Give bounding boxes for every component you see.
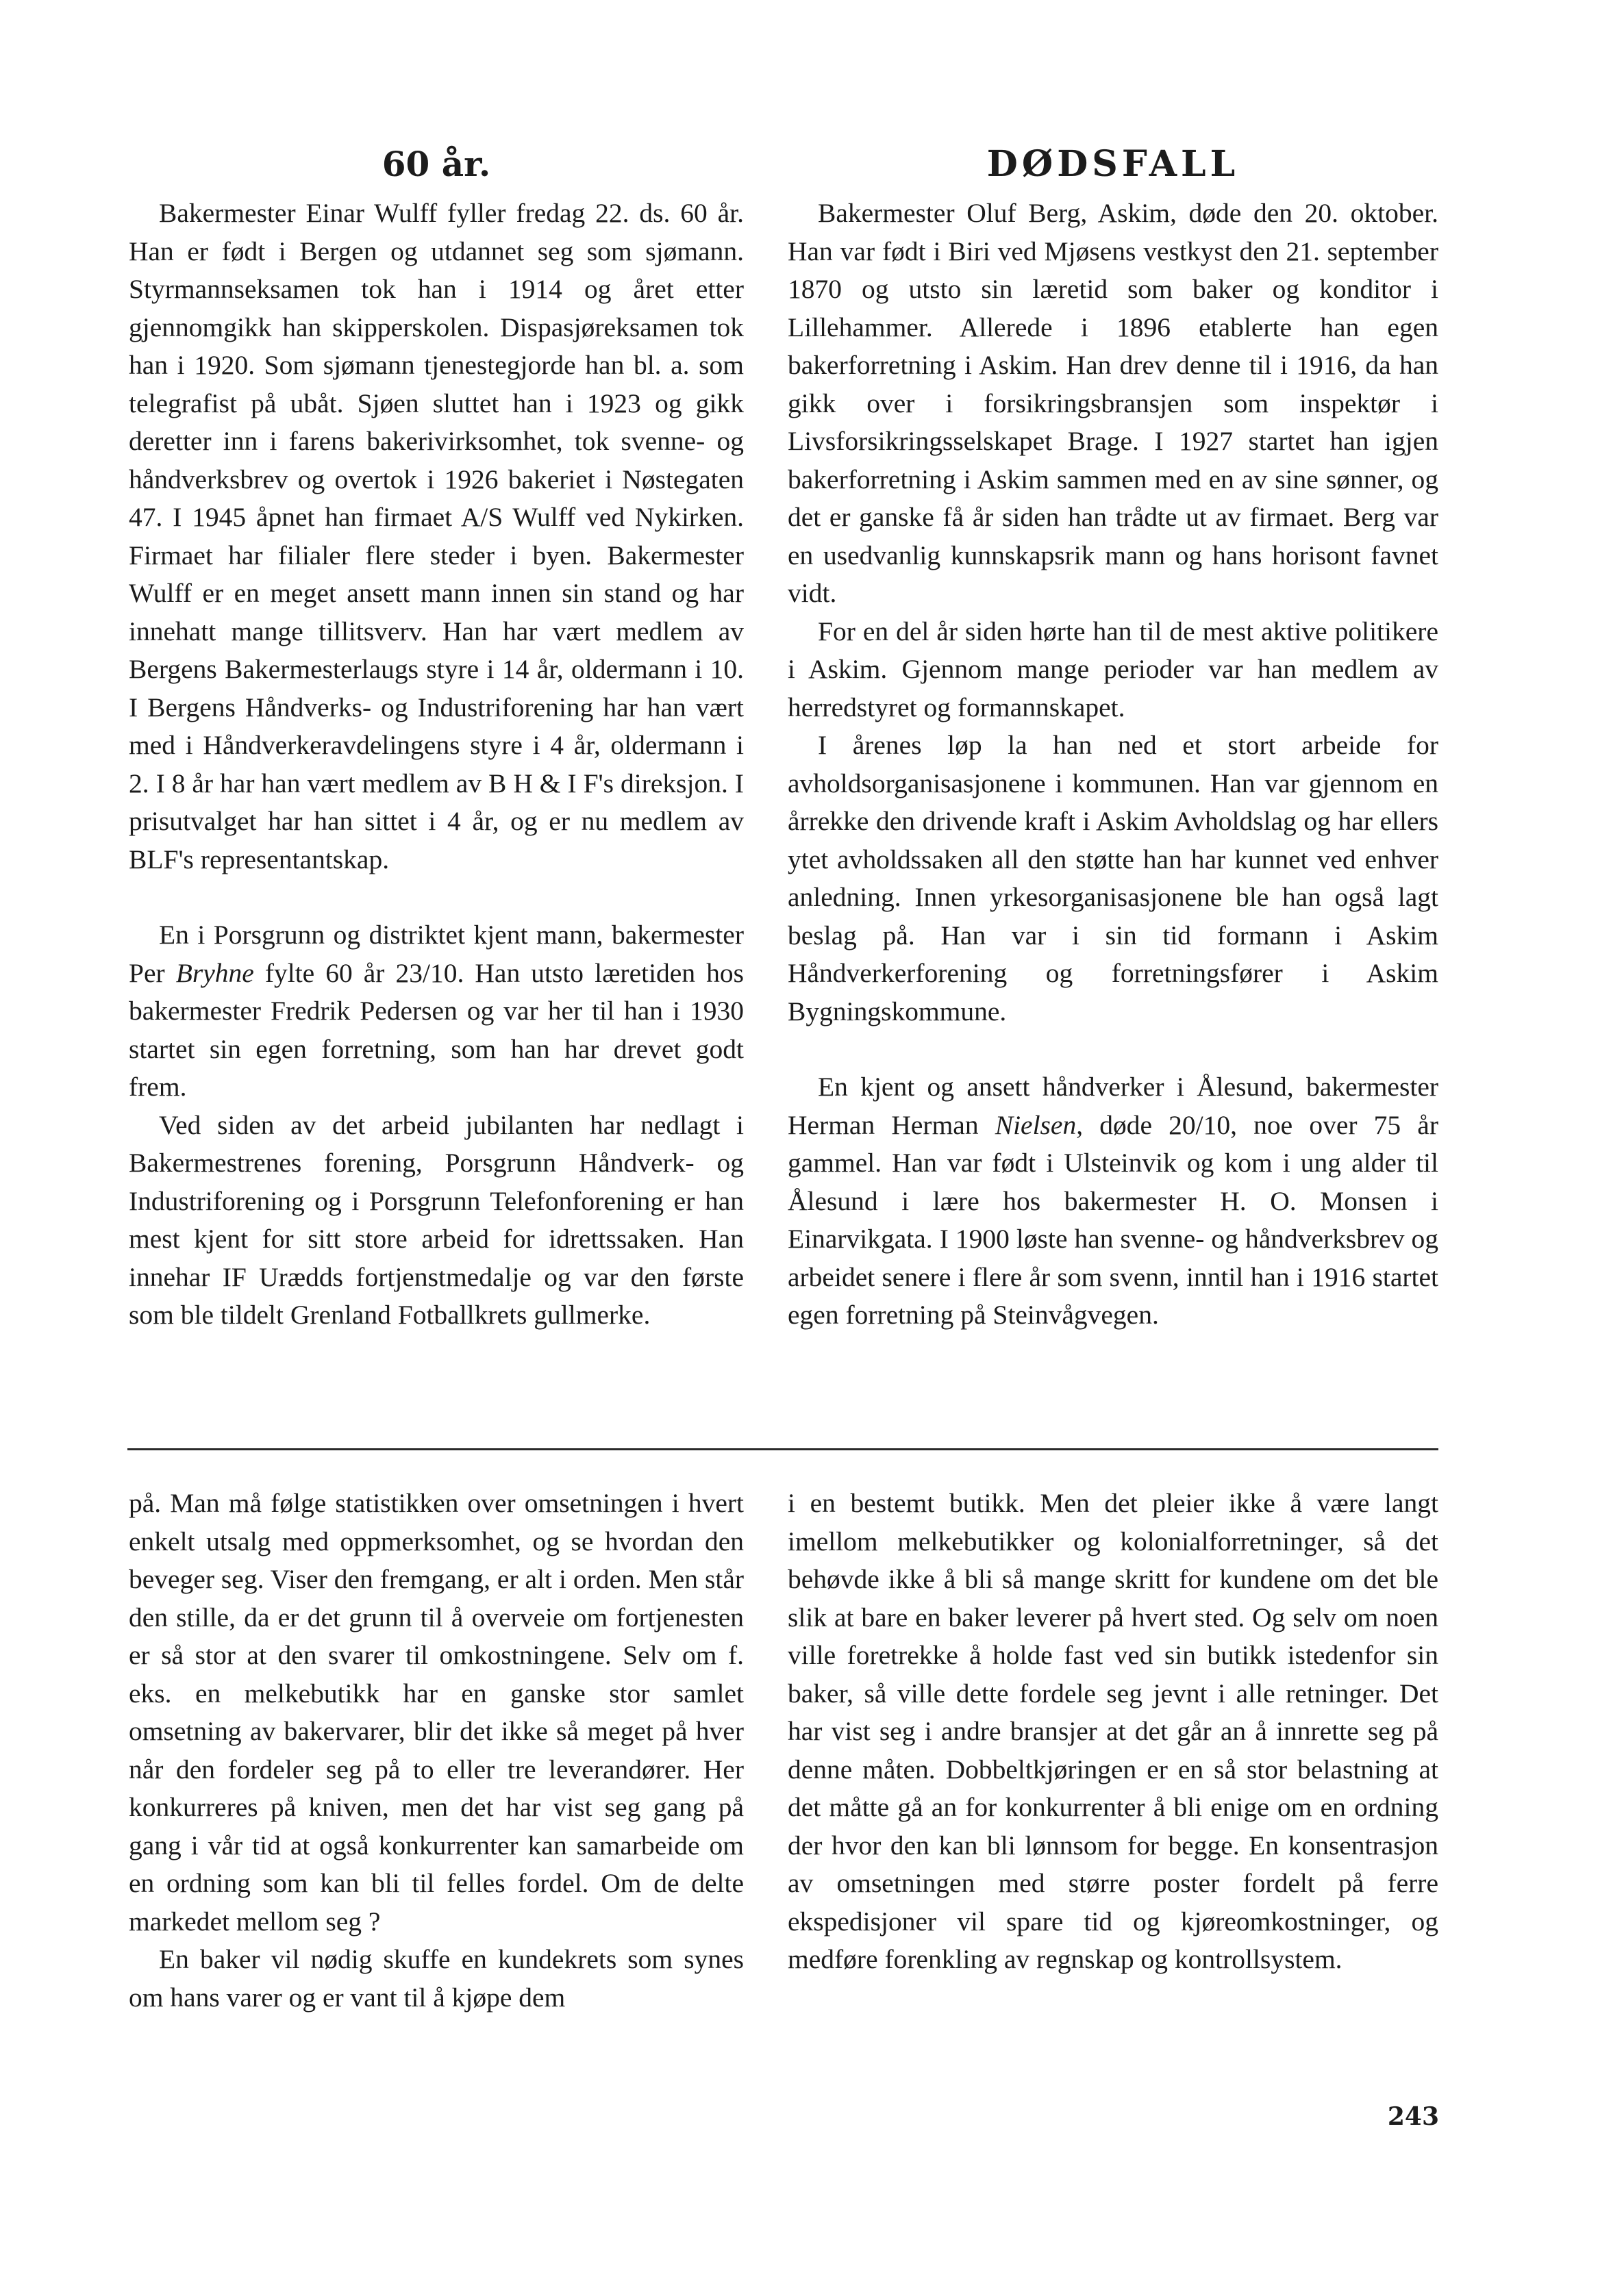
article-paragraph-3: i en bestemt butikk. Men det pleier ikke å være langt imellom melkebutikker og kolonialforretninger, så det behøvde ikke å bli så mange skritt for kundene om det ble slik at bare en baker leverer på hvert sted. Og selv om noen ville foretrekke å holde fast ved sin butikk istedenfor sin baker, så ville dette fordele seg jevnt i alle retninger. Det har vist seg i andre bransjer at det går an å innrette seg på denne måten. Dobbeltkjøringen er en så stor belastning at det måtte gå an for konkurrenter å bli enige om en ordning der hvor den kan bli lønnsom for begge. En konsentrasjon av omsetningen med større poster fordelt på ferre ekspedisjoner vil spare tid og kjøreomkostninger, og medføre forenkling av regnskap og kontrollsystem. bbox=[788, 1488, 1438, 1974]
section-divider bbox=[127, 1448, 1438, 1450]
article-paragraph-2: En baker vil nødig skuffe en kundekrets som synes om hans varer og er vant til å kjøpe dem bbox=[129, 1944, 744, 2013]
anniversary-column bbox=[129, 144, 744, 1335]
berg-paragraph-3: I årenes løp la han ned et stort arbeide for avholdsorganisasjonene i kommunen. Han var gjennom en årrekke den drivende kraft i Askim Avholdslag og har ellers ytet avholdssaken all den støtte han har kunnet ved enhver anledning. Innen yrkesorganisasjonene ble han også lagt beslag på. Han var i sin tid formann i Askim Håndverkerforening og forretningsfører i Askim Bygningskommune. bbox=[788, 730, 1438, 1026]
bryhne-text-end: fylte 60 år 23/10. Han utsto læretiden hos bakermester Fredrik Pedersen og var her til han i 1930 startet sin egen forretning, som han har drevet godt frem. bbox=[129, 957, 744, 1102]
berg-paragraph-2: For en del år siden hørte han til de mest aktive politikere i Askim. Gjennom mange perioder var han medlem av herredstyret og formannskapet. bbox=[788, 616, 1438, 722]
nielsen-text-end: , døde 20/10, noe over 75 år gammel. Han var født i Ulsteinvik og kom i ung alder til Ålesund i lære hos bakermester H. O. Monsen i Einarvikgata. I 1900 løste han svenne- og håndverksbrev og arbeidet senere i flere år som svenn, inntil han i 1916 startet egen forretning på Steinvågvegen. bbox=[788, 1109, 1438, 1330]
anniversary-heading: 60 år. bbox=[382, 144, 491, 184]
bryhne-name: Bryhne bbox=[175, 957, 254, 988]
berg-paragraph-1: Bakermester Oluf Berg, Askim, døde den 20. oktober. Han var født i Biri ved Mjøsens vestkyst den 21. september 1870 og utsto sin læretid som baker og konditor i Lillehammer. Allerede i 1896 etablerte han egen bakerforretning i Askim. Han drev denne til i 1916, da han gikk over i forsikringsbransjen som inspektør i Livsforsikringsselskapet Brage. I 1927 startet han igjen bakerforretning i Askim sammen med en av sine sønner, og det er ganske få år siden han trådte ut av firmaet. Berg var en usedvanlig kunnskapsrik mann og hans horisont favnet vidt. bbox=[788, 198, 1438, 608]
nielsen-paragraph bbox=[788, 1068, 1438, 1335]
nielsen-text-start: En kjent og ansett håndverker i Ålesund, bakermester Herman Herman bbox=[788, 1072, 1438, 1140]
article-column-right bbox=[788, 1485, 1438, 1979]
obituary-heading: DØDSFALL bbox=[986, 143, 1240, 185]
wulff-paragraph: Bakermester Einar Wulff fyller fredag 22. ds. 60 år. Han er født i Bergen og utdannet seg som sjømann. Styrmannseksamen tok han i 1914 og året etter gjennomgikk han skipperskolen. Dispasjøreksamen tok han i 1920. Som sjømann tjenestegjorde han bl. a. som telegrafist på ubåt. Sjøen sluttet han i 1923 og gikk deretter inn i farens bakerivirksomhet, tok svenne- og håndverksbrev og overtok i 1926 bakeriet i Nøstegaten 47. I 1945 åpnet han firmaet A/S Wulff ved Nykirken. Firmaet har filialer flere steder i byen. Bakermester Wulff er en meget ansett mann innen sin stand og har innehatt mange tillitsverv. Han har vært medlem av Bergens Bakermesterlaugs styre i 14 år, oldermann i 10. I Bergens Håndverks- og Industriforening har han vært med i Håndverkeravdelingens styre i 4 år, oldermann i 2. I 8 år har han vært medlem av B H & I F's direksjon. I prisutvalget har han sittet i 4 år, og er nu medlem av BLF's representantskap. bbox=[129, 198, 744, 874]
obituary-column bbox=[788, 144, 1438, 1335]
article-paragraph-1: på. Man må følge statistikken over omsetningen i hvert enkelt utsalg med oppmerksomhet, og se hvordan den beveger seg. Viser den fremgang, er alt i orden. Men står den stille, da er det grunn til å overveie om fortjenesten er så stor at den svarer til omkostningene. Selv om f. eks. en melkebutikk har en ganske stor samlet omsetning av bakervarer, blir det ikke så meget på hver når den fordeler seg på to eller tre leverandører. Her konkurreres på kniven, men det har vist seg gang på gang i vår tid at også konkurrenter kan samarbeide om en ordning som kan bli til felles fordel. Om de delte markedet mellom seg ? bbox=[129, 1488, 744, 1937]
bryhne-text-start: En i Porsgrunn og distriktet kjent mann, bakermester Per bbox=[129, 920, 744, 988]
page-number: 243 bbox=[1387, 2102, 1439, 2131]
nielsen-name: Nielsen bbox=[995, 1109, 1077, 1140]
article-column-left bbox=[129, 1485, 744, 2017]
bryhne-paragraph-2: Ved siden av det arbeid jubilanten har nedlagt i Bakermestrenes forening, Porsgrunn Håndverk- og Industriforening og i Porsgrunn Telefonforening er han mest kjent for sitt store arbeid for idrettssaken. Han innehar IF Urædds fortjenstmedalje og var den første som ble tildelt Grenland Fotballkrets gullmerke. bbox=[129, 1109, 744, 1330]
bryhne-paragraph bbox=[129, 916, 744, 1107]
